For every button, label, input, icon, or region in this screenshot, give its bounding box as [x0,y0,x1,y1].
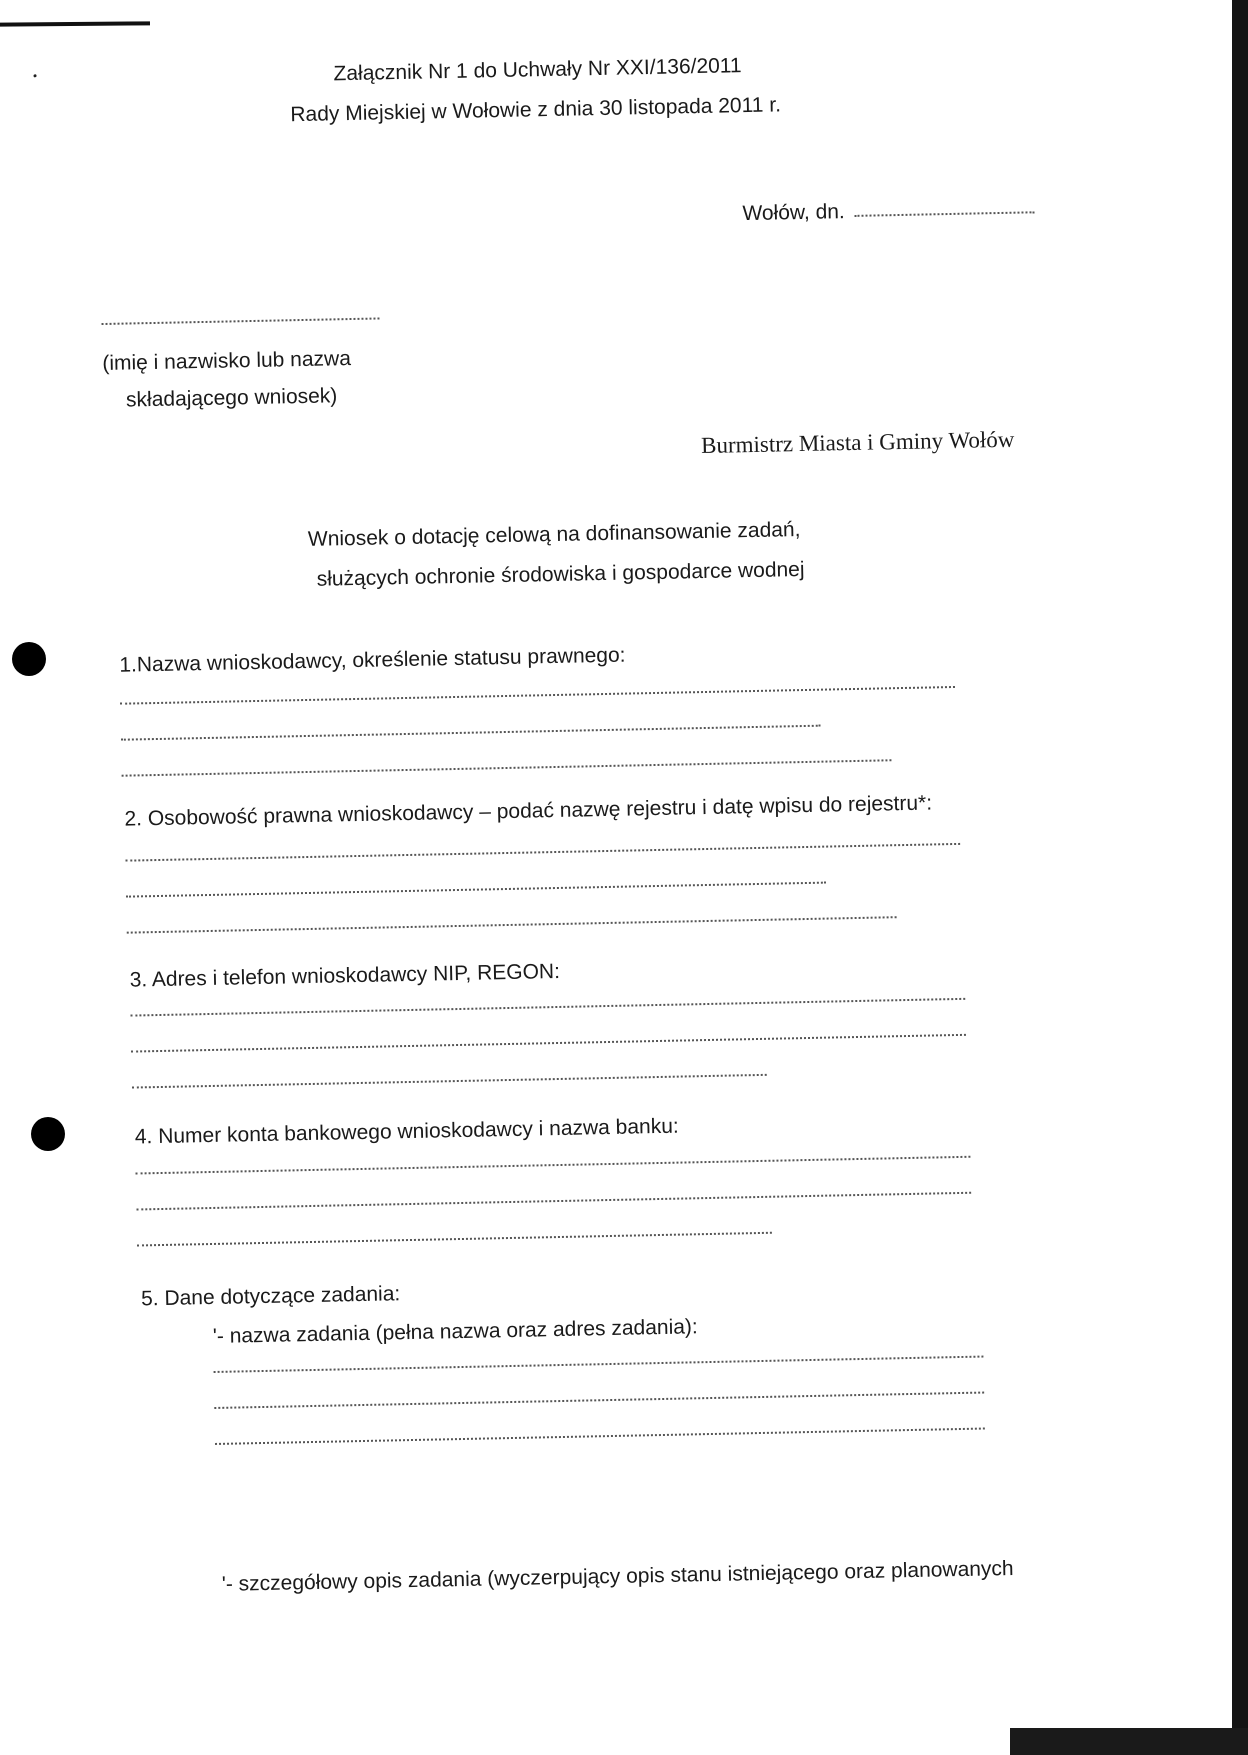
section-4-label: 4. Numer konta bankowego wnioskodawcy i nazwa banku: [134,1114,679,1149]
section-2-line-2[interactable] [126,882,826,898]
section-5-task-name-label: '- nazwa zadania (pełna nazwa oraz adres zadania): [212,1315,698,1348]
header-line-2: Rady Miejskiej w Wołowie z dnia 30 listopada 2011 r. [290,93,782,127]
applicant-caption-line-2: składającego wniosek) [125,384,338,412]
section-4-line-1[interactable] [136,1156,971,1175]
applicant-caption-line-1: (imię i nazwisko lub nazwa [102,347,352,376]
task-name-line-2[interactable] [214,1392,984,1409]
section-4-line-2[interactable] [136,1192,971,1211]
section-5-description-label: '- szczegółowy opis zadania (wyczerpujący opis stanu istniejącego oraz planowanych [221,1556,1014,1596]
date-field[interactable] [854,211,1034,217]
section-1-line-3[interactable] [122,759,892,776]
task-name-line-3[interactable] [215,1428,985,1445]
scan-speck [33,74,36,77]
task-name-line-1[interactable] [214,1356,984,1373]
section-3-line-1[interactable] [130,998,965,1017]
section-2-line-3[interactable] [127,916,897,933]
applicant-name-field[interactable] [102,317,380,325]
section-1-line-1[interactable] [120,686,955,705]
section-3-label: 3. Adres i telefon wnioskodawcy NIP, REGON: [129,959,561,992]
section-2-line-1[interactable] [125,843,960,862]
section-3-line-2[interactable] [131,1034,966,1053]
section-4-line-3[interactable] [137,1232,772,1247]
punch-hole-bottom [31,1117,65,1151]
punch-hole-top [12,642,46,676]
title-line-1: Wniosek o dotację celową na dofinansowanie zadań, [307,518,801,551]
place-date-label: Wołów, dn. [742,200,845,226]
section-1-label: 1.Nazwa wnioskodawcy, określenie statusu prawnego: [119,643,626,677]
header-line-1: Załącznik Nr 1 do Uchwały Nr XXI/136/2011 [333,54,742,86]
addressee: Burmistrz Miasta i Gminy Wołów [700,426,1015,459]
title-line-2: służących ochronie środowiska i gospodarce wodnej [316,557,805,591]
section-3-line-3[interactable] [132,1074,767,1089]
section-2-label: 2. Osobowość prawna wnioskodawcy – podać nazwę rejestru i datę wpisu do rejestru*: [124,791,933,831]
section-1-line-2[interactable] [121,725,821,741]
section-5-label: 5. Dane dotyczące zadania: [140,1282,401,1311]
